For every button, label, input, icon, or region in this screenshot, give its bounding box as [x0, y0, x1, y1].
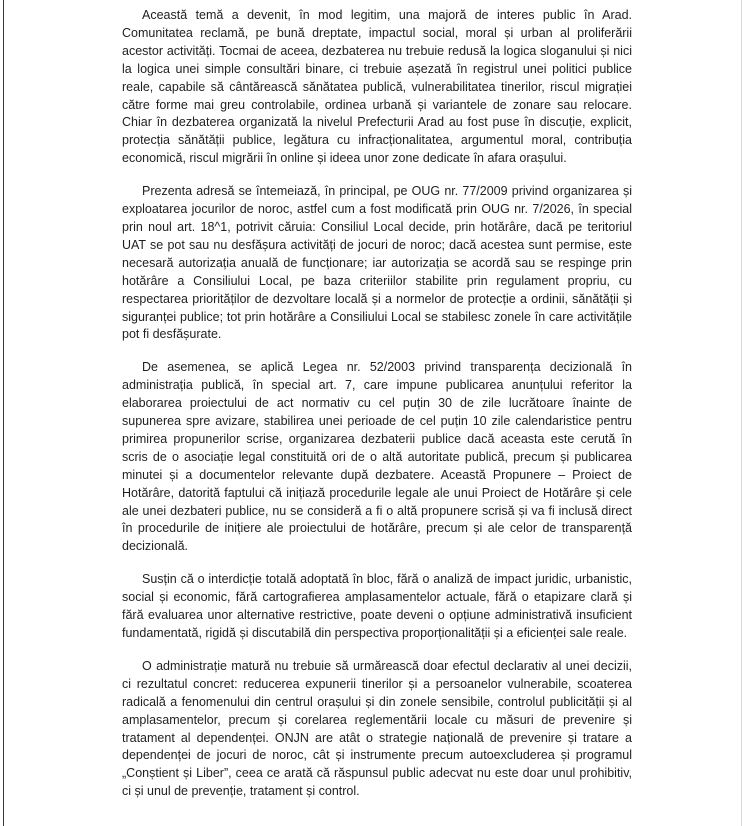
paragraph-mature-administration: O administrație matură nu trebuie să urmărească doar efectul declarativ al unei decizii, ci rezultatul concret: reducerea expunerii tinerilor și a persoanelor vulnerabile, scoaterea radicală a fenomenului din centrul orașului și din zonele sensibile, controlul publicității și al amplasamentelor, precum și corelarea reglementării locale cu măsuri de prevenire și tratament al dependenței. ONJN are atât o strategie națională de prevenire și tratare a dependenței de jocuri de noroc, cât și instrumente precum autoexcluderea și programul „Conștient și Liber”, ceea ce arată că răspunsul public adecvat nu este doar unul prohibitiv, ci și unul de prevenție, tratament și control. — [122, 658, 632, 799]
document-body — [122, 7, 632, 816]
left-border-line — [3, 0, 4, 826]
paragraph-transparency-law: De asemenea, se aplică Legea nr. 52/2003 privind transparența decizională în administrația publică, în special art. 7, care impune publicarea anunțului referitor la elaborarea proiectului de act normativ cu cel puțin 30 de zile lucrătoare înainte de supunerea spre avizare, stabilirea unei perioade de cel puțin 10 zile calendaristice pentru primirea propunerilor scrise, organizarea dezbaterii publice dacă aceasta este cerută în scris de o asociație legal constituită ori de o altă autoritate publică, precum și publicarea minutei și a documentelor relevante după dezbatere. Această Propunere – Proiect de Hotărâre, datorită faptului că inițiază procedurile legale ale unui Proiect de Hotărâre și cele ale unei dezbateri publice, nu se consideră a fi o altă propunere scrisă și va fi inclusă direct în procedurile de inițiere ale proiectului de hotărâre, precum și ale celor de transparență decizională. — [122, 360, 632, 554]
paragraph-oug-legal-basis: Prezenta adresă se întemeiază, în principal, pe OUG nr. 77/2009 privind organizarea și exploatarea jocurilor de noroc, astfel cum a fost modificată prin OUG nr. 7/2026, în special prin noul art. 18^1, potrivit căruia: Consiliul Local decide, prin hotărâre, dacă pe teritoriul UAT se pot sau nu desfășura activități de jocuri de noroc; dacă acestea sunt permise, este necesară autorizația anuală de funcționare; iar autorizația se acordă sau se respinge prin hotărâre a Consiliului Local, pe baza criteriilor stabilite prin regulament propriu, cu respectarea priorităților de dezvoltare locală și a normelor de protecție a ordinii, sănătății și siguranței publice; tot prin hotărâre a Consiliului Local se stabilesc zonele în care activitățile pot fi desfășurate. — [122, 184, 632, 342]
paragraph-public-interest: Această temă a devenit, în mod legitim, una majoră de interes public în Arad. Comunitatea reclamă, pe bună dreptate, impactul social, moral și urban al proliferării acestor activități. Tocmai de aceea, dezbaterea nu trebuie redusă la logica sloganului și nici la logica unei simple consultări binare, ci trebuie așezată în registrul unei politici publice reale, capabile să cântărească sănătatea publică, vulnerabilitatea tinerilor, riscul migrației către forme mai greu controlabile, ordinea urbană și variantele de zonare sau relocare. Chiar în dezbaterea organizată la nivelul Prefecturii Arad au fost puse în discuție, explicit, protecția sănătății publice, legătura cu infracționalitatea, argumentul moral, contribuția economică, riscul migrării în online și ideea unor zone dedicate în afara orașului. — [122, 8, 632, 166]
right-border-line — [741, 0, 742, 826]
paragraph-total-ban-argument: Susțin că o interdicție totală adoptată în bloc, fără o analiză de impact juridic, urbanistic, social și economic, fără cartografierea amplasamentelor actuale, fără o etapizare clară și fără evaluarea unor alternative restrictive, poate deveni o opțiune administrativă insuficient fundamentată, rigidă și discutabilă din perspectiva proporționalității și a eficienței sale reale. — [122, 572, 632, 640]
